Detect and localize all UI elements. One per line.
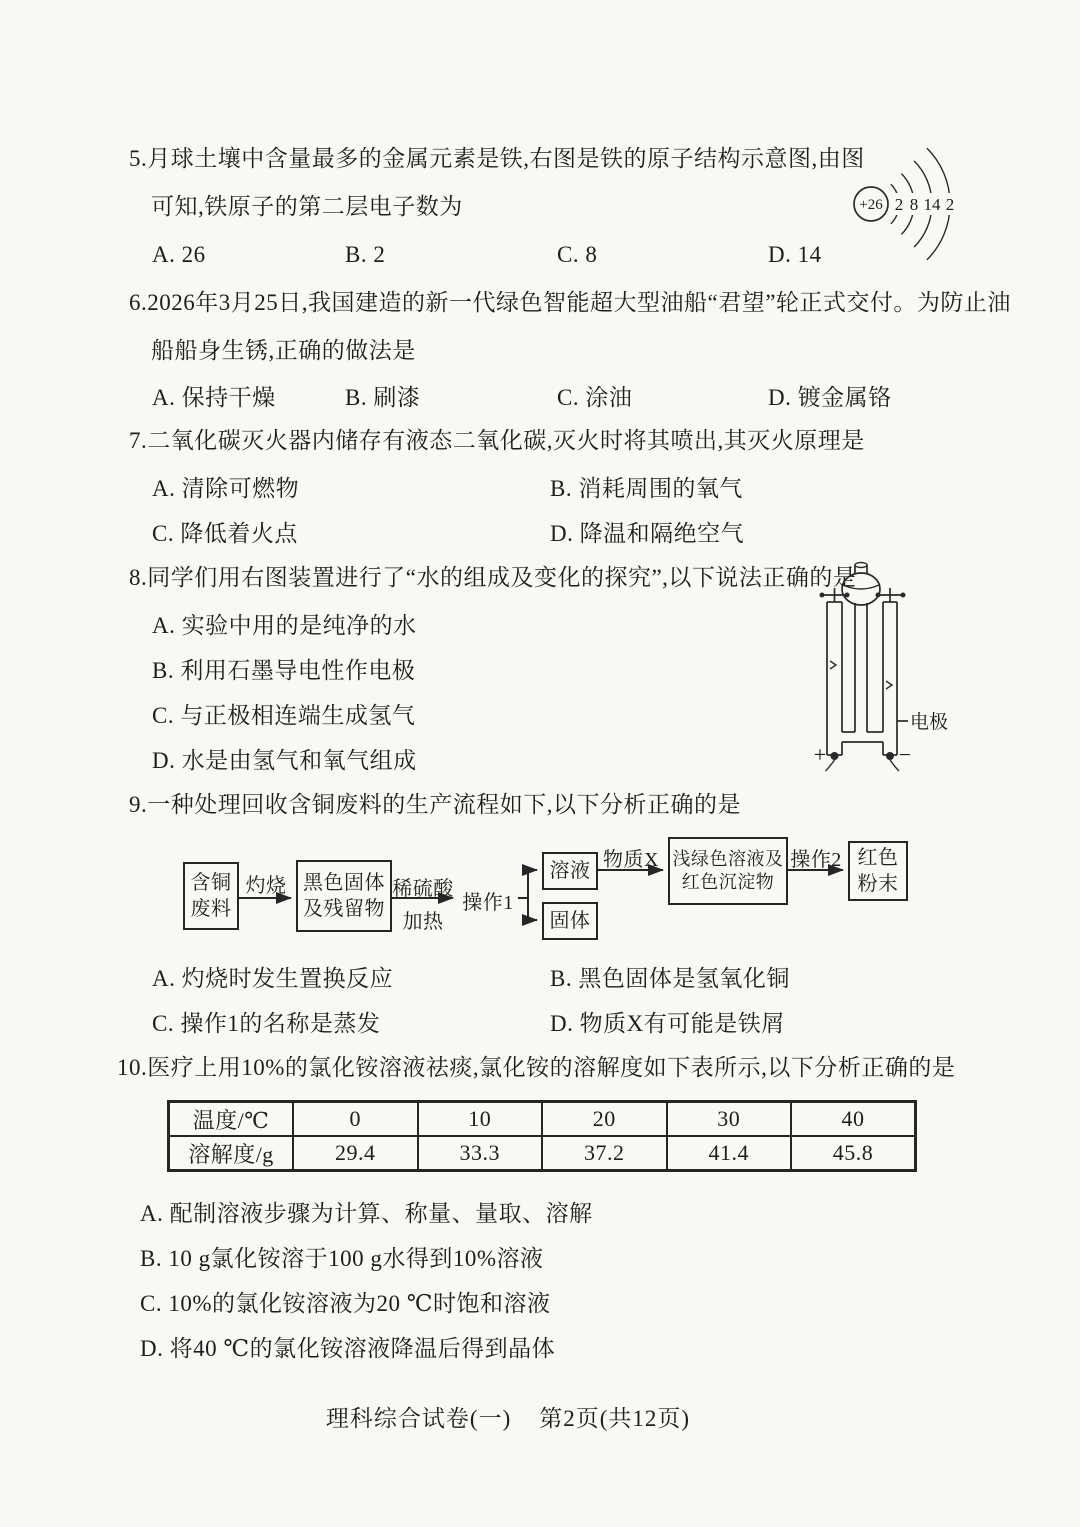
q6-option-a: A. 保持干燥 — [152, 385, 276, 410]
q10-option-d: D. 将40 ℃的氯化铵溶液降温后得到晶体 — [140, 1336, 556, 1361]
flow-label-roast: 灼烧 — [245, 875, 287, 897]
iron-atom-structure-diagram — [845, 142, 965, 267]
flow-label-operation-2: 操作2 — [790, 849, 842, 871]
q9-option-d: D. 物质X有可能是铁屑 — [550, 1011, 785, 1036]
flow-box-red-powder-line2: 粉末 — [857, 873, 899, 895]
table-cell: 0 — [293, 1102, 418, 1137]
q9-option-a: A. 灼烧时发生置换反应 — [152, 966, 394, 991]
table-cell: 29.4 — [293, 1136, 418, 1171]
flow-box-black-solid-line1: 黑色固体 — [303, 872, 385, 894]
positive-terminal-label: + — [813, 742, 827, 767]
shell-1-electrons: 2 — [894, 195, 904, 214]
table-cell: 溶解度/g — [169, 1136, 294, 1171]
q9-option-c: C. 操作1的名称是蒸发 — [152, 1011, 381, 1036]
flow-box-solution — [542, 852, 598, 890]
q6-option-d: D. 镀金属铬 — [768, 385, 892, 410]
q5-option-a: A. 26 — [152, 242, 206, 267]
q7-option-a: A. 清除可燃物 — [152, 476, 300, 501]
q7-text-line1: 7.二氧化碳灭火器内储存有液态二氧化碳,灭火时将其喷出,其灭火原理是 — [129, 428, 865, 453]
flow-box-black-solid — [296, 860, 392, 932]
table-cell: 10 — [418, 1102, 543, 1137]
copper-recovery-flowchart — [180, 835, 920, 947]
table-cell: 33.3 — [418, 1136, 543, 1171]
nucleus-charge-label: +26 — [859, 197, 883, 213]
flow-box-solution-label: 溶液 — [549, 860, 591, 882]
page-footer — [0, 1400, 1016, 1433]
solubility-table — [167, 1100, 917, 1172]
table-cell: 41.4 — [667, 1136, 792, 1171]
q7-option-d: D. 降温和隔绝空气 — [550, 521, 745, 546]
electrode-label: 电极 — [910, 712, 949, 733]
flow-box-red-powder — [848, 841, 908, 901]
shell-4-electrons: 2 — [945, 195, 955, 214]
q8-text-line1: 8.同学们用右图装置进行了“水的组成及变化的探究”,以下说法正确的是 — [129, 565, 857, 590]
table-cell: 30 — [667, 1102, 792, 1137]
flow-box-copper-waste-line1: 含铜 — [190, 872, 232, 894]
flow-box-green-solution-line1: 浅绿色溶液及 — [672, 848, 784, 869]
q5-option-d: D. 14 — [768, 242, 822, 267]
q7-option-c: C. 降低着火点 — [152, 521, 298, 546]
shell-3-electrons: 14 — [923, 195, 941, 214]
table-row-temperature — [169, 1102, 916, 1137]
flow-box-solid-label: 固体 — [549, 910, 591, 932]
q10-text-line1: 10.医疗上用10%的氯化铵溶液祛痰,氯化铵的溶解度如下表所示,以下分析正确的是 — [117, 1055, 956, 1080]
q5-text-line1: 5.月球土壤中含量最多的金属元素是铁,右图是铁的原子结构示意图,由图 — [129, 146, 865, 171]
flow-box-green-solution-line2: 红色沉淀物 — [681, 872, 775, 892]
q8-option-a: A. 实验中用的是纯净的水 — [152, 613, 417, 638]
q6-text-line1: 6.2026年3月25日,我国建造的新一代绿色智能超大型油船“君望”轮正式交付。为防止油 — [129, 290, 1011, 315]
negative-terminal-label: − — [898, 742, 912, 767]
flow-box-copper-waste — [183, 862, 239, 930]
q10-option-c: C. 10%的氯化铵溶液为20 ℃时饱和溶液 — [140, 1291, 551, 1316]
q7-option-b: B. 消耗周围的氧气 — [550, 476, 743, 501]
q5-option-b: B. 2 — [345, 242, 386, 267]
table-cell: 温度/℃ — [169, 1102, 294, 1137]
flow-box-copper-waste-line2: 废料 — [190, 898, 232, 920]
q10-option-b: B. 10 g氯化铵溶于100 g水得到10%溶液 — [140, 1246, 544, 1271]
q9-text-line1: 9.一种处理回收含铜废料的生产流程如下,以下分析正确的是 — [129, 792, 741, 817]
footer-page-number: 第2页(共12页) — [539, 1406, 691, 1431]
q6-option-c: C. 涂油 — [557, 385, 633, 410]
table-cell: 40 — [791, 1102, 916, 1137]
q8-option-d: D. 水是由氢气和氧气组成 — [152, 748, 417, 773]
table-row-solubility — [169, 1136, 916, 1171]
q6-option-b: B. 刷漆 — [345, 385, 421, 410]
flow-box-solid — [542, 902, 598, 940]
flow-label-dilute-acid: 稀硫酸 — [392, 878, 454, 900]
footer-paper-title: 理科综合试卷(一) — [325, 1406, 512, 1431]
q9-option-b: B. 黑色固体是氢氧化铜 — [550, 966, 790, 991]
table-cell: 45.8 — [791, 1136, 916, 1171]
q5-text-line2: 可知,铁原子的第二层电子数为 — [151, 194, 463, 219]
table-cell: 37.2 — [542, 1136, 667, 1171]
q8-option-b: B. 利用石墨导电性作电极 — [152, 658, 416, 683]
flow-box-green-solution — [668, 837, 788, 905]
shell-2-electrons: 8 — [909, 195, 919, 214]
flow-box-black-solid-line2: 及残留物 — [303, 898, 385, 920]
flow-label-substance-x: 物质X — [603, 849, 659, 871]
water-electrolysis-apparatus-diagram — [810, 553, 960, 778]
q5-option-c: C. 8 — [557, 242, 598, 267]
q10-option-a: A. 配制溶液步骤为计算、称量、量取、溶解 — [140, 1201, 593, 1226]
q8-option-c: C. 与正极相连端生成氢气 — [152, 703, 416, 728]
flow-label-operation-1: 操作1 — [462, 892, 514, 914]
table-cell: 20 — [542, 1102, 667, 1137]
flow-label-heat: 加热 — [402, 911, 444, 933]
flow-box-red-powder-line1: 红色 — [857, 847, 899, 869]
q6-text-line2: 船船身生锈,正确的做法是 — [151, 338, 416, 363]
